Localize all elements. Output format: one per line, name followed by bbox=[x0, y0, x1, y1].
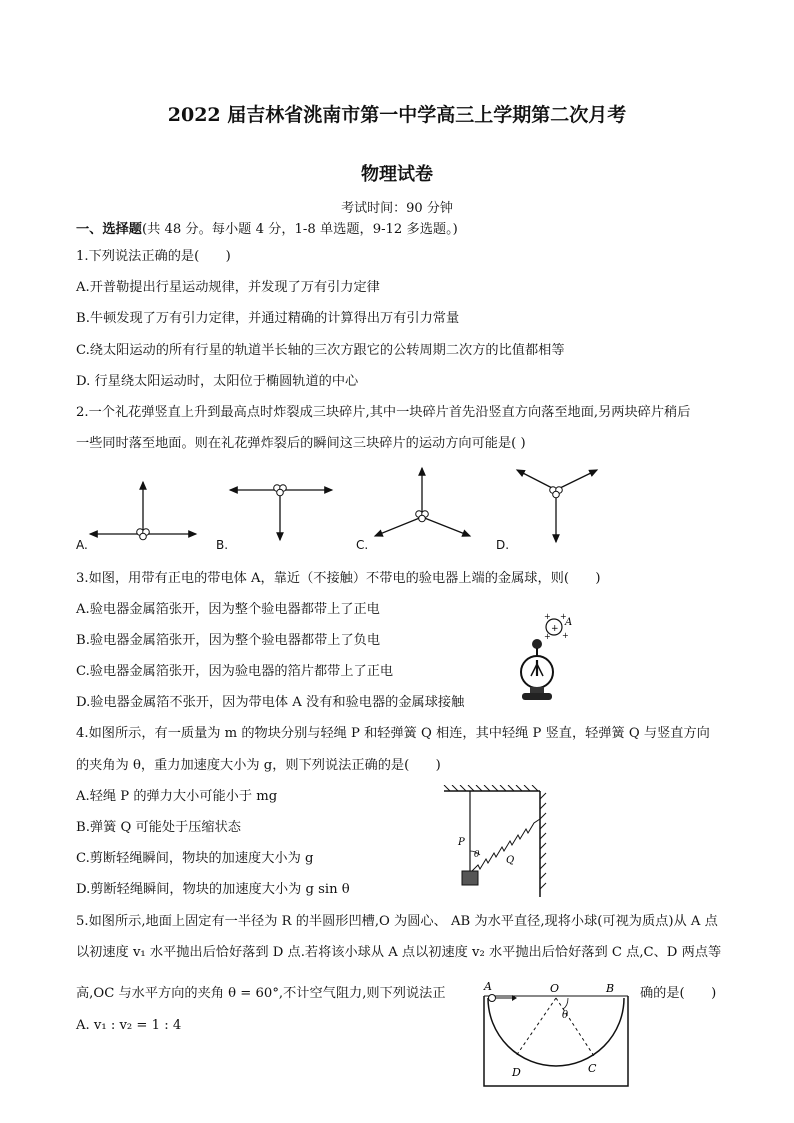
q5-stem-line2: 以初速度 v₁ 水平抛出后恰好落到 D 点.若将该小球从 A 点以初速度 v₂ 水平抛出后恰好落到 C 点,C、D 两点等 bbox=[76, 945, 722, 960]
svg-text:+: + bbox=[551, 624, 559, 634]
q2-figure-b bbox=[230, 485, 332, 540]
q2-option-c-label: C. bbox=[356, 538, 369, 552]
q3-stem: 3.如图，用带有正电的带电体 A，靠近（不接触）不带电的验电器上端的金属球，则( ) bbox=[76, 571, 601, 586]
q2-stem-line2: 一些同时落至地面。则在礼花弹炸裂后的瞬间这三块碎片的运动方向可能是( ) bbox=[76, 436, 526, 451]
q4-fig-label-p: P bbox=[458, 837, 465, 848]
q3-option-c: C.验电器金属箔张开，因为验电器的箔片都带上了正电 bbox=[76, 664, 394, 679]
q5-fig-label-b: B bbox=[606, 982, 615, 995]
q1-option-d: D. 行星绕太阳运动时，太阳位于椭圆轨道的中心 bbox=[76, 374, 359, 389]
q5-option-a: A. v₁ : v₂ = 1 : 4 bbox=[76, 1018, 182, 1033]
electroscope-icon bbox=[521, 639, 553, 700]
q1-option-c: C.绕太阳运动的所有行星的轨道半长轴的三次方跟它的公转周期二次方的比值都相等 bbox=[76, 343, 565, 358]
q5-fig-label-c: C bbox=[588, 1062, 597, 1075]
q2-figure-a bbox=[90, 482, 196, 540]
q4-stem-line2: 的夹角为 θ，重力加速度大小为 g，则下列说法正确的是( ) bbox=[76, 758, 441, 773]
q5-stem-line3a: 高,OC 与水平方向的夹角 θ = 60°,不计空气阻力,则下列说法正 bbox=[76, 986, 446, 1001]
q3-option-d: D.验电器金属箔不张开，因为带电体 A 没有和验电器的金属球接触 bbox=[76, 695, 465, 710]
q4-fig-label-theta: θ bbox=[474, 850, 480, 860]
q2-figure-d bbox=[517, 470, 597, 542]
q2-option-a-label: A. bbox=[76, 538, 88, 552]
q4-spring-figure bbox=[442, 785, 548, 900]
svg-text:+: + bbox=[544, 612, 551, 621]
q3-fig-label-a: A bbox=[565, 617, 573, 628]
q5-fig-label-a: A bbox=[484, 980, 492, 993]
q2-figure-c bbox=[375, 468, 470, 536]
q4-option-a: A.轻绳 P 的弹力大小可能小于 mg bbox=[76, 789, 278, 804]
q5-stem-line1: 5.如图所示,地面上固定有一半径为 R 的半圆形凹槽,O 为圆心、 AB 为水平直径,现将小球(可视为质点)从 A 点 bbox=[76, 914, 718, 929]
q5-fig-label-o: O bbox=[550, 982, 560, 995]
q4-option-d: D.剪断轻绳瞬间，物块的加速度大小为 g sin θ bbox=[76, 882, 350, 897]
section-heading-title: 一、选择题 bbox=[76, 222, 142, 237]
q2-option-b-label: B. bbox=[216, 538, 229, 552]
page-title: 2022 届吉林省洮南市第一中学高三上学期第二次月考 bbox=[167, 104, 627, 126]
q2-option-d-label: D. bbox=[496, 538, 510, 552]
page-subtitle: 物理试卷 bbox=[361, 164, 433, 185]
q5-fig-label-theta: θ bbox=[562, 1010, 569, 1021]
svg-text:+: + bbox=[560, 612, 567, 621]
q5-stem-line3b: 确的是( ) bbox=[640, 986, 717, 1001]
svg-text:+: + bbox=[562, 631, 569, 640]
q3-electroscope-figure bbox=[500, 610, 590, 710]
q2-stem-line1: 2.一个礼花弹竖直上升到最高点时炸裂成三块碎片,其中一块碎片首先沿竖直方向落至地面,另两块碎片稍后 bbox=[76, 405, 691, 420]
exam-time: 考试时间：90 分钟 bbox=[341, 201, 453, 216]
svg-text:+: + bbox=[544, 632, 551, 641]
q5-fig-label-d: D bbox=[512, 1066, 521, 1079]
q5-groove-figure bbox=[476, 978, 636, 1093]
q4-fig-label-q: Q bbox=[506, 855, 515, 866]
q3-option-a: A.验电器金属箔张开，因为整个验电器都带上了正电 bbox=[76, 602, 380, 617]
section-heading-desc: (共 48 分。每小题 4 分，1-8 单选题，9-12 多选题。) bbox=[141, 222, 458, 237]
q1-option-b: B.牛顿发现了万有引力定律，并通过精确的计算得出万有引力常量 bbox=[76, 311, 460, 326]
q4-stem-line1: 4.如图所示，有一质量为 m 的物块分别与轻绳 P 和轻弹簧 Q 相连，其中轻绳 P 竖直，轻弹簧 Q 与竖直方向 bbox=[76, 726, 710, 741]
q4-option-b: B.弹簧 Q 可能处于压缩状态 bbox=[76, 820, 241, 835]
q3-option-b: B.验电器金属箔张开，因为整个验电器都带上了负电 bbox=[76, 633, 381, 648]
q2-figures bbox=[70, 462, 740, 557]
q1-option-a: A.开普勒提出行星运动规律，并发现了万有引力定律 bbox=[76, 280, 380, 295]
section-heading bbox=[76, 218, 458, 237]
q4-option-c: C.剪断轻绳瞬间，物块的加速度大小为 g bbox=[76, 851, 314, 866]
q1-stem: 1.下列说法正确的是( ) bbox=[76, 249, 231, 264]
